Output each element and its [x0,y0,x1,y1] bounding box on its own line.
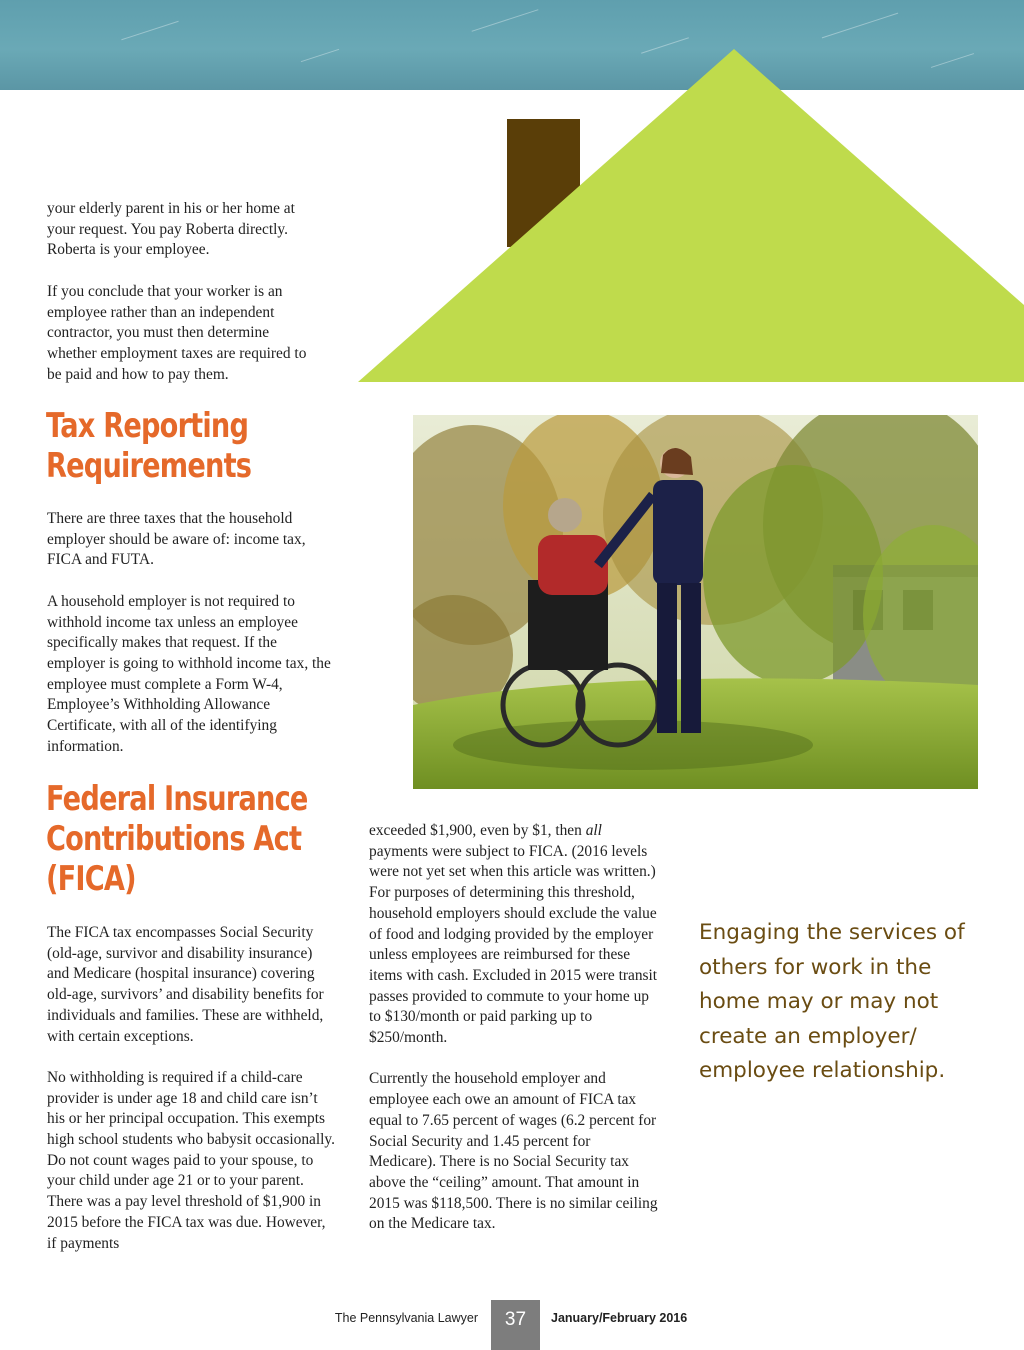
pull-quote: Engaging the services of others for work in the home may or may not create an employer/ employee relationship. [699,920,965,1083]
magazine-name: The Pennsylvania Lawyer [334,1311,478,1325]
column-two-paragraph-2: Currently the household employer and employee each owe an amount of FICA tax equal to 7.65 percent of wages (6.2 percent for Social Security and 1.45 percent for Medicare). There is no Social Security tax above the “ceiling” amount. That amount in 2015 was $118,500. There is no similar ceiling on the Medicare tax. [369,1070,658,1233]
intro-paragraph-1: your elderly parent in his or her home at your request. You pay Roberta directly. Roberta is your employee. [47,200,295,259]
roof-shape [358,49,1024,382]
page-number: 37 [491,1300,540,1350]
caregiver-wheelchair-photo [413,415,978,789]
fica-text [47,923,337,1254]
tax-reporting-text [47,509,337,757]
intro-text [47,199,322,385]
fica-paragraph-2: No withholding is required if a child-care provider is under age 18 and child care isn’t his or her principal occupation. This exempts high school students who babysit occasionally. Do not count wages paid to your spouse, to your child under age 21 or to your parent. There was a pay level threshold of $1,900 in 2015 before the FICA tax was due. However, if payments [47,1068,335,1252]
tax-paragraph-2: A household employer is not required to withhold income tax unless an employee specifically makes that request. If the employer is going to withhold income tax, the employee must complete a Form W-4, Employee’s Withholding Allowance Certificate, with all of the identifying information. [47,592,331,755]
intro-paragraph-2: If you conclude that your worker is an employee rather than an independent contractor, you must then determine whether employment taxes are required to be paid and how to pay them. [47,282,307,383]
heading-tax-reporting: Tax Reporting Requirements [46,406,252,486]
column-two-text [369,821,661,1235]
issue-date: January/February 2016 [551,1311,688,1325]
heading-fica: Federal Insurance Contributions Act (FICA) [46,779,308,899]
fica-paragraph-1: The FICA tax encompasses Social Security (old-age, survivor and disability insurance) and Medicare (hospital insurance) covering old-age, survivors’ and disability benefits for individuals and families. These are withheld, with certain exceptions. [47,924,324,1045]
header-banner [0,0,1024,90]
page-footer [0,1300,1024,1350]
chimney-shape [507,119,580,247]
tax-paragraph-1: There are three taxes that the household employer should be aware of: income tax, FICA and FUTA. [47,510,306,569]
column-two-paragraph-1: exceeded $1,900, even by $1, then all payments were subject to FICA. (2016 levels were not yet set when this article was written.) For purposes of determining this threshold, household employers should exclude the value of food and lodging provided by the employer unless employees are reimbursed for these items with cash. Excluded in 2015 were transit passes provided to commute to your home up to $130/month or paid parking up to $250/month. [369,822,658,1047]
